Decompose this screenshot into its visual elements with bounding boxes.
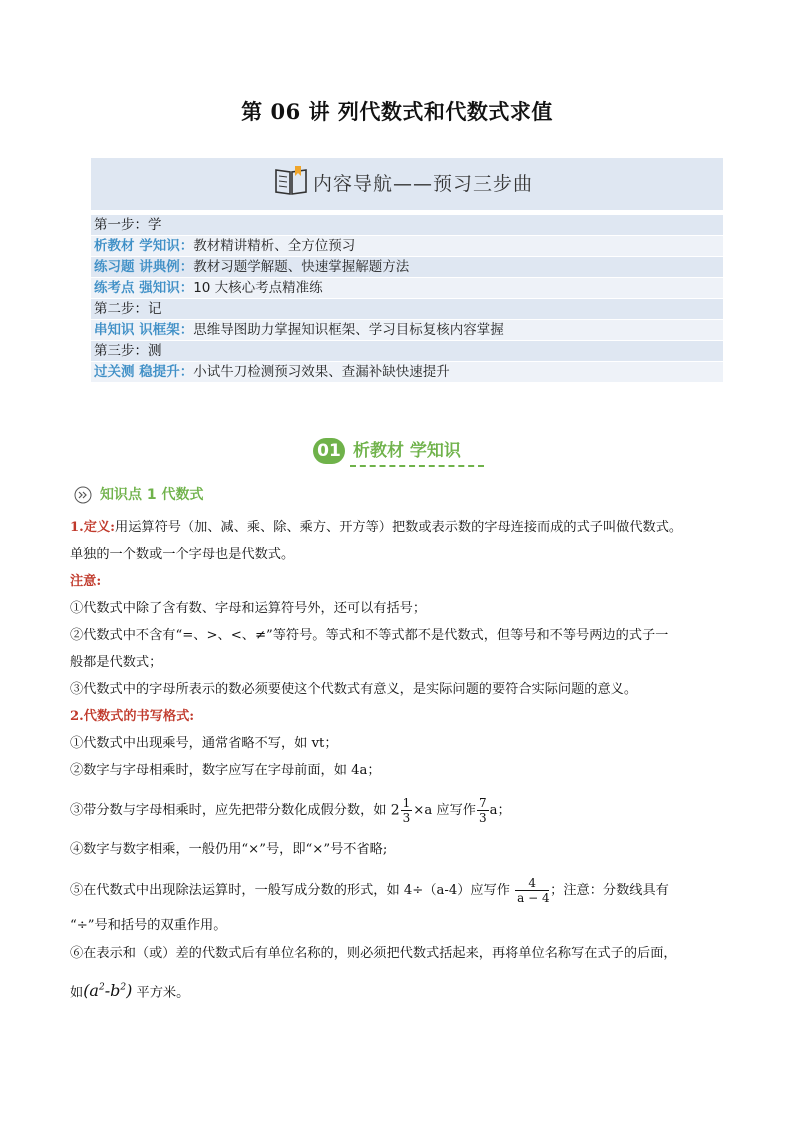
- nav-row-value: 10 大核心考点精准练: [193, 280, 323, 296]
- numerator: 4: [515, 876, 549, 891]
- page-title: 第 06 讲 列代数式和代数式求值: [241, 99, 553, 124]
- content-navigation-box: [91, 158, 723, 381]
- nav-row: [91, 215, 723, 235]
- nav-row-value: 小试牛刀检测预习效果、查漏补缺快速提升: [193, 364, 450, 380]
- section-number-badge: 01: [313, 438, 345, 464]
- format-rule-3-should: 应写作: [436, 803, 476, 818]
- format-rule-6-suffix: 平方米。: [136, 985, 190, 1001]
- note-line: [70, 572, 101, 592]
- knowledge-point-title: 知识点 1 代数式: [100, 487, 204, 503]
- nav-row-key: 串知识 识框架：: [94, 322, 194, 338]
- format-rule-5c: “÷”号和括号的双重作用。: [70, 918, 227, 933]
- nav-header-title: 内容导航——预习三步曲: [313, 173, 534, 195]
- nav-header: [91, 158, 723, 210]
- nav-row-key: 练习题 讲典例：: [94, 259, 194, 275]
- nav-row-value: 教材习题学解题、快速掌握解题方法: [193, 259, 410, 275]
- format-rule-2: ②数字与字母相乘时，数字应写在字母前面，如 4a；: [70, 763, 381, 778]
- format-rule-3-text: ③带分数与字母相乘时，应先把带分数化成假分数，如: [70, 803, 387, 818]
- definition-label: 1.定义:: [70, 520, 116, 535]
- note-2a: ②代数式中不含有“=、>、<、≠”等符号。等式和不等式都不是代数式，但等号和不等号两边的式子一: [70, 628, 669, 643]
- fraction-one-third: [401, 796, 413, 825]
- nav-row: [91, 362, 723, 382]
- nav-row: [91, 257, 723, 277]
- fraction-4-over-a-minus-4: [515, 876, 549, 905]
- denominator: 3: [402, 811, 411, 825]
- nav-rows: [91, 215, 723, 382]
- section-underline: [350, 465, 484, 467]
- exponent: 2: [98, 983, 105, 993]
- chevron-circle-icon: [74, 486, 92, 504]
- math-expression: [83, 981, 132, 1000]
- expr-close: ): [126, 981, 133, 1001]
- definition-line: [70, 518, 682, 538]
- times-a: ×a: [413, 803, 433, 818]
- format-rule-1: ①代数式中出现乘号，通常省略不写，如 vt；: [70, 736, 338, 751]
- nav-row-value: 第一步：学: [94, 217, 162, 233]
- note-3: ③代数式中的字母所表示的数必须要使这个代数式有意义，是实际问题的要符合实际问题的意义。: [70, 682, 638, 697]
- definition-text: 用运算符号（加、减、乘、除、乘方、开方等）把数或表示数的字母连接而成的式子叫做代数式。: [115, 520, 683, 535]
- format-rule-6-prefix: 如: [70, 985, 84, 1001]
- note-2b: 般都是代数式；: [70, 655, 163, 670]
- nav-row: [91, 236, 723, 256]
- nav-row-key: 练考点 强知识：: [94, 280, 194, 296]
- format-rule-4: ④数字与数字相乘，一般仍用“×”号，即“×”号不省略;: [70, 842, 388, 857]
- format-label: 2.代数式的书写格式:: [70, 709, 195, 724]
- nav-row: [91, 320, 723, 340]
- nav-row-key: 过关测 稳提升：: [94, 364, 194, 380]
- section-title: 析教材 学知识: [353, 441, 461, 461]
- format-rule-6a: ⑥在表示和（或）差的代数式后有单位名称的，则必须把代数式括起来，再将单位名称写在式子的后面，: [70, 946, 677, 961]
- format-rule-5-text: ⑤在代数式中出现除法运算时，一般写成分数的形式，如 4÷（a-4）应写作: [70, 883, 510, 898]
- format-rule-6b: [70, 978, 189, 1003]
- format-rule-5-note: ；注意：分数线具有: [550, 883, 669, 898]
- fraction-seven-thirds: [477, 796, 489, 825]
- nav-row-value: 第二步：记: [94, 301, 162, 317]
- numerator: 7: [478, 796, 487, 810]
- nav-row: [91, 278, 723, 298]
- nav-row-value: 教材精讲精析、全方位预习: [193, 238, 356, 254]
- nav-row-value: 第三步：测: [94, 343, 162, 359]
- format-rule-5: [70, 876, 669, 905]
- nav-row: [91, 299, 723, 319]
- numerator: 1: [402, 796, 411, 810]
- expr-mid: -b: [104, 981, 121, 1001]
- denominator: a − 4: [517, 891, 550, 905]
- nav-row: [91, 341, 723, 361]
- format-rule-3-end: a；: [489, 803, 511, 818]
- note-label: 注意:: [70, 574, 102, 589]
- note-1: ①代数式中除了含有数、字母和运算符号外，还可以有括号；: [70, 601, 427, 616]
- mixed-integer: 2: [390, 802, 400, 819]
- definition-line-2: 单独的一个数或一个字母也是代数式。: [70, 547, 295, 562]
- nav-row-key: 析教材 学知识：: [94, 238, 194, 254]
- exponent: 2: [120, 983, 127, 993]
- format-line: [70, 707, 194, 727]
- expr-open: (a: [83, 981, 99, 1001]
- denominator: 3: [478, 811, 487, 825]
- nav-row-value: 思维导图助力掌握知识框架、学习目标复核内容掌握: [193, 322, 504, 338]
- book-icon: [273, 164, 309, 198]
- format-rule-3: [70, 796, 511, 825]
